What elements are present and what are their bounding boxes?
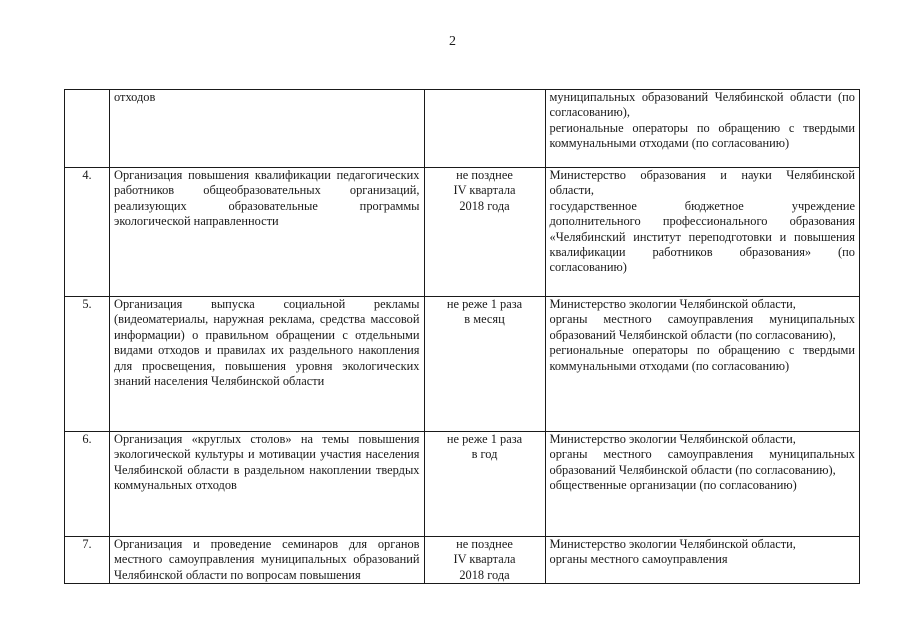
table-row [65, 90, 860, 168]
responsible-cell: Министерство экологии Челябинской области, органы местного самоуправления [545, 537, 860, 584]
activity-cell: Организация повышения квалификации педагогических работников общеобразовательных организаций, реализующих образовательные программы экологической направленности [110, 168, 425, 297]
row-number: 5. [65, 297, 110, 432]
activity-cell: Организация «круглых столов» на темы повышения экологической культуры и мотивации участия населения Челябинской области в раздельном накоплении твердых коммунальных отходов [110, 432, 425, 537]
row-number: 7. [65, 537, 110, 584]
activity-cell: Организация выпуска социальной рекламы (видеоматериалы, наружная реклама, средства массовой информации) о правильном обращении с отдельными видами отходов и правилах их раздельного накопления для просвещения, повышения уровня экологических знаний населения Челябинской области [110, 297, 425, 432]
table-row [65, 432, 860, 537]
measures-table [64, 89, 860, 584]
activity-cell: Организация и проведение семинаров для органов местного самоуправления муниципальных образований Челябинской области по вопросам повышения [110, 537, 425, 584]
row-number: 6. [65, 432, 110, 537]
term-cell: не позднее IV квартала 2018 года [424, 168, 545, 297]
page-number: 2 [449, 34, 456, 49]
row-number [65, 90, 110, 168]
activity-cell: отходов [110, 90, 425, 168]
responsible-cell: Министерство экологии Челябинской области, органы местного самоуправления муниципальных образований Челябинской области (по согласованию), общественные организации (по согласованию) [545, 432, 860, 537]
table-row [65, 168, 860, 297]
term-cell: не реже 1 раза в месяц [424, 297, 545, 432]
responsible-cell: Министерство образования и науки Челябинской области, государственное бюджетное учреждение дополнительного профессионального образования «Челябинский институт переподготовки и повышения квалификации работников образования» (по согласованию) [545, 168, 860, 297]
term-cell: не реже 1 раза в год [424, 432, 545, 537]
responsible-cell: муниципальных образований Челябинской области (по согласованию), региональные операторы по обращению с твердыми коммунальными отходами (по согласованию) [545, 90, 860, 168]
term-cell: не позднее IV квартала 2018 года [424, 537, 545, 584]
term-cell [424, 90, 545, 168]
table-row [65, 297, 860, 432]
responsible-cell: Министерство экологии Челябинской области, органы местного самоуправления муниципальных образований Челябинской области (по согласованию), региональные операторы по обращению с твердыми коммунальными отходами (по согласованию) [545, 297, 860, 432]
table-row [65, 537, 860, 584]
row-number: 4. [65, 168, 110, 297]
